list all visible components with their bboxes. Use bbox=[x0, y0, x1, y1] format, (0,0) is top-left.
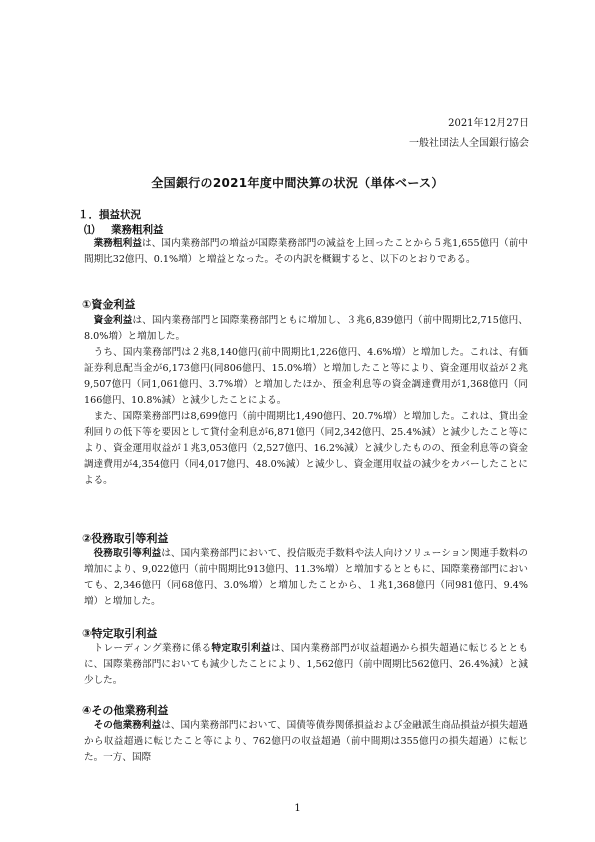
document-title: 全国銀行の2021年度中間決算の状況（単体ベース） bbox=[151, 176, 444, 190]
trading-lead: 特定取引利益 bbox=[211, 643, 271, 654]
subsection-number: ⑴ bbox=[84, 224, 95, 236]
interest-income-text-1: は、国内業務部門と国際業務部門ともに増加し、３兆6,839億円（前中間期比2,715億円、8.0%増）と増加した。 bbox=[84, 315, 528, 342]
interest-income-text-2: うち、国内業務部門は２兆8,140億円(前中間期比1,226億円、4.6%増）と増加した。これは、有価証券利息配当金が6,173億円(同806億円、15.0%増）と増加したこと等により、資金運用収益が２兆9,507億円（同1,061億円、3.7%増）と増加したほか、預金利息等の資金調達費用が1,368億円（同166億円、10.8%減）と減少したことによる。 bbox=[84, 347, 528, 406]
fees-text: は、国内業務部門において、投信販売手数料や法人向けソリューション関連手数料の増加により、9,022億円（前中間期比913億円、11.3%増）と増加するとともに、国際業務部門においても、2,346億円（同68億円、3.0%増）と増加したことから、１兆1,368億円（同981億円、9.4%増）と増加した。 bbox=[84, 548, 529, 607]
document-date: 2021年12月27日 bbox=[448, 118, 529, 129]
trading-text: は、国内業務部門が収益超過から損失超過に転じるとともに、国際業務部門においても減少したことにより、1,562億円（前中間期比562億円、26.4%減）と減少した。 bbox=[84, 643, 529, 686]
interest-income-body bbox=[84, 313, 528, 489]
gross-profit-lead: 業務粗利益 bbox=[93, 238, 143, 249]
section-heading: １．損益状況 bbox=[78, 209, 141, 221]
subsection-title: 業務粗利益 bbox=[111, 224, 164, 236]
interest-income-text-3: また、国際業務部門は8,699億円（前中間期比1,490億円、20.7%増）と増加した。これは、貸出金利回りの低下等を要因として貸付金利息が6,871億円（同2,342億円、25.4%減）と減少したこと等により、資金運用収益が１兆3,053億円（2,527億円、16.2%減）と減少したものの、預金利息等の資金調達費用が4,354億円（同4,017億円、48.0%減）と減少し、資金運用収益の減少をカバーしたことによる。 bbox=[84, 411, 528, 486]
interest-income-lead: 資金利益 bbox=[93, 315, 133, 326]
item-title-trading: ③特定取引利益 bbox=[82, 627, 158, 640]
fees-body bbox=[84, 546, 528, 610]
issuing-organization: 一般社団法人全国銀行協会 bbox=[409, 138, 529, 149]
fees-lead: 役務取引等利益 bbox=[93, 548, 162, 559]
item-title-interest-income: ①資金利益 bbox=[82, 298, 136, 311]
gross-profit-text: は、国内業務部門の増益が国際業務部門の減益を上回ったことから５兆1,655億円（前中間期比32億円、0.1%増）と増益となった。その内訳を概観すると、以下のとおりである。 bbox=[84, 238, 529, 265]
other-business-text: は、国内業務部門において、国債等債券関係損益および金融派生商品損益が損失超過から収益超過に転じたこと等により、762億円の収益超過（前中間期は355億円の損失超過）に転じた。一方、国際 bbox=[84, 720, 529, 763]
gross-profit-paragraph bbox=[84, 236, 528, 268]
other-business-lead: その他業務利益 bbox=[93, 720, 162, 731]
page-number: 1 bbox=[294, 803, 301, 814]
trading-body bbox=[84, 641, 528, 689]
subsection-heading bbox=[84, 222, 164, 237]
other-business-body bbox=[84, 718, 528, 766]
item-title-fees: ②役務取引等利益 bbox=[82, 532, 169, 545]
item-title-other-business: ④その他業務利益 bbox=[82, 704, 169, 717]
trading-pre: トレーディング業務に係る bbox=[93, 643, 212, 654]
